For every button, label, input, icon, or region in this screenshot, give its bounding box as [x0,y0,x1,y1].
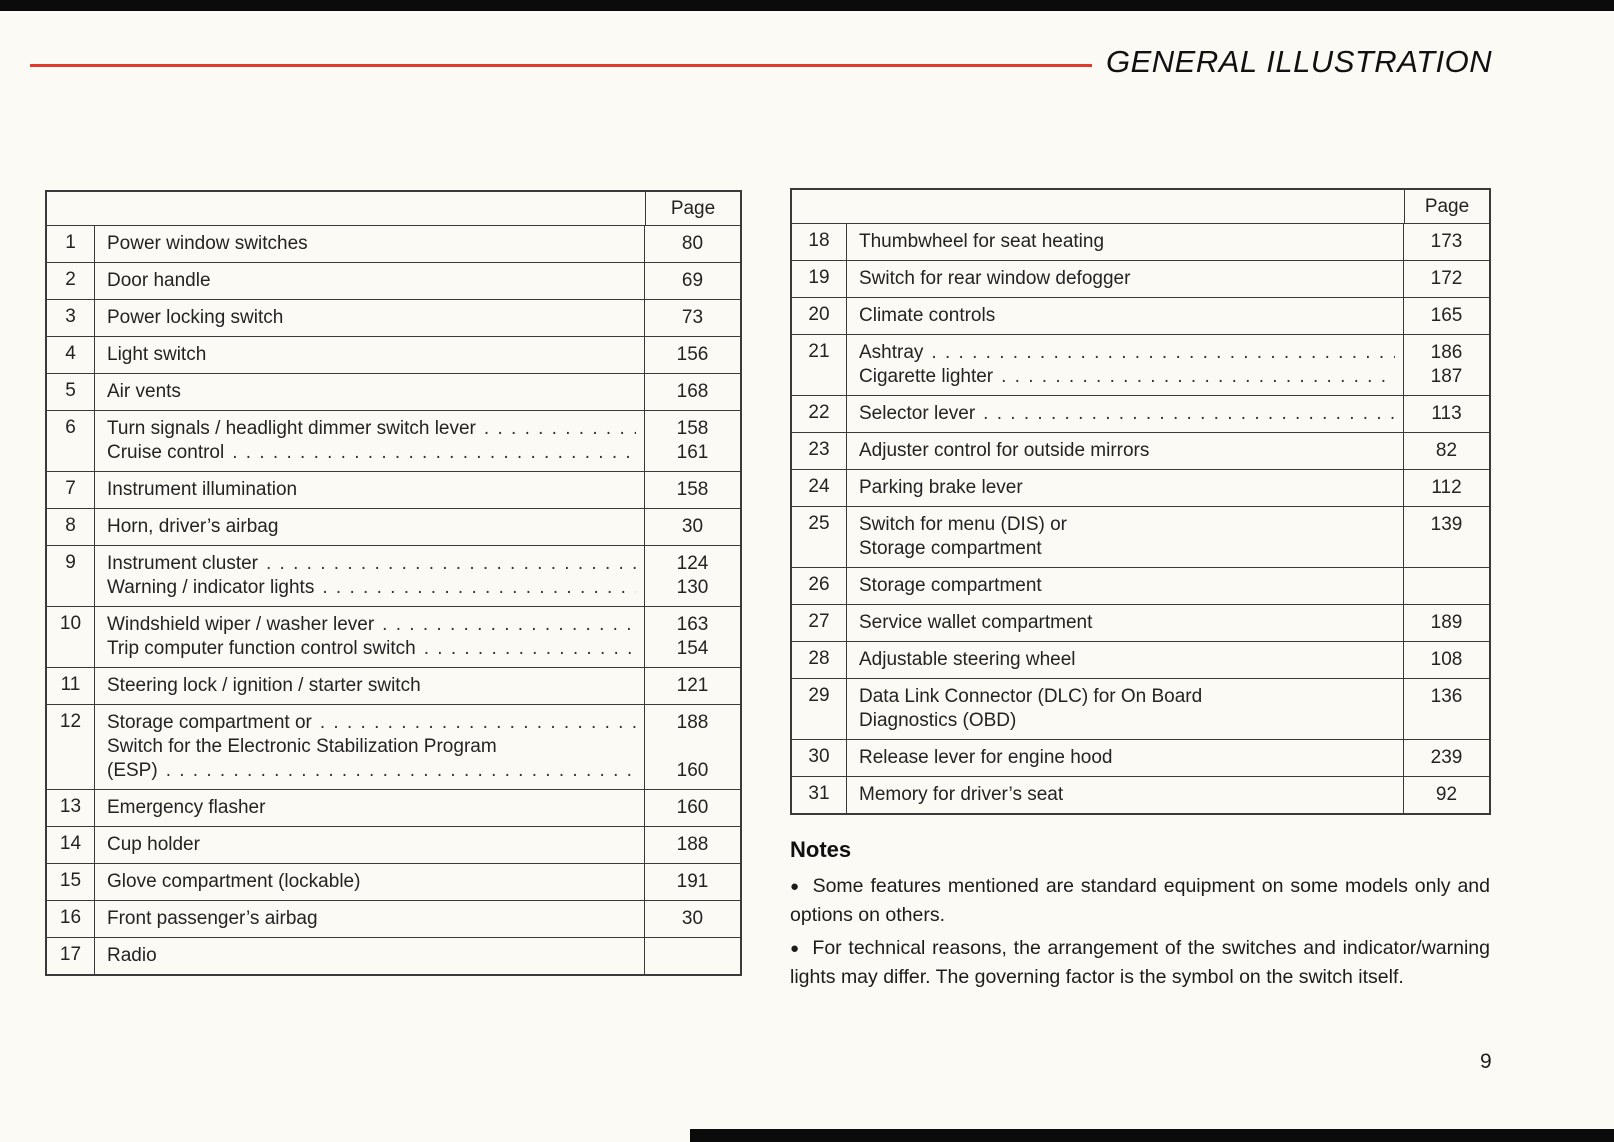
item-description [847,568,1404,604]
table-row [792,739,1489,776]
parts-table-left [45,190,742,976]
page-title: GENERAL ILLUSTRATION [1106,44,1493,79]
table-row [47,789,740,826]
table-row [47,299,740,336]
notes-heading: Notes [790,837,852,862]
table-row [792,334,1489,395]
item-page [645,411,740,471]
item-text: Storage compartment [859,538,1042,559]
page-value [647,735,738,759]
item-number: 20 [792,298,847,334]
item-description [95,226,645,262]
dot-leader [983,402,1395,426]
header-rule [30,64,1092,67]
item-text: Storage compartment or [107,712,312,733]
page-value: 158 [676,479,709,500]
item-description [847,507,1404,567]
item-description [847,396,1404,432]
item-page [645,790,740,826]
page-value: 30 [681,908,704,929]
page-number: 9 [1480,1050,1492,1073]
item-text: Windshield wiper / washer lever [107,614,375,635]
item-page [645,509,740,545]
item-text: Turn signals / headlight dimmer switch lever [107,418,476,439]
item-text: Steering lock / ignition / starter switch [107,675,421,696]
item-text: Power locking switch [107,307,284,328]
table-row [792,260,1489,297]
item-number: 9 [47,546,95,606]
page-value: 80 [681,233,704,254]
item-page [1404,740,1489,776]
scan-border-bottom [690,1129,1614,1142]
item-number: 6 [47,411,95,471]
item-page [645,607,740,667]
page-value: 161 [676,442,709,463]
item-text: Glove compartment (lockable) [107,871,361,892]
item-text: Memory for driver’s seat [859,784,1064,805]
item-description [847,605,1404,641]
page-value: 124 [676,553,709,574]
item-page [645,300,740,336]
page-value: 158 [676,418,709,439]
item-text: Warning / indicator lights [107,577,315,598]
page-value: 191 [676,871,709,892]
item-text: Light switch [107,344,207,365]
page-value: 156 [676,344,709,365]
page-value: 82 [1435,440,1458,461]
item-page [645,337,740,373]
item-text: Cruise control [107,442,225,463]
item-page [645,472,740,508]
item-page [645,901,740,937]
page-value: 168 [676,381,709,402]
item-text: Cup holder [107,834,200,855]
item-number: 18 [792,224,847,260]
item-text: Radio [107,945,157,966]
table-row [792,432,1489,469]
page-value: 239 [1430,747,1463,768]
item-number: 22 [792,396,847,432]
page-value: 121 [676,675,709,696]
dot-leader [931,341,1395,365]
dot-leader [1001,365,1395,389]
table-row [47,704,740,789]
item-number: 10 [47,607,95,667]
item-page [645,827,740,863]
table-row [792,297,1489,334]
dot-leader [232,441,636,465]
item-number: 7 [47,472,95,508]
table-row [792,604,1489,641]
item-description [95,864,645,900]
item-description [847,335,1404,395]
page-value: 186 [1430,342,1463,363]
table-row [47,225,740,262]
item-page [1404,605,1489,641]
table-row [47,667,740,704]
item-text: Power window switches [107,233,308,254]
item-page [1404,261,1489,297]
page-value: 173 [1430,231,1463,252]
item-text: (ESP) [107,760,158,781]
table-row [792,567,1489,604]
notes-section [790,837,1490,991]
item-description [847,224,1404,260]
table-row [47,373,740,410]
page-column-header: Page [1404,190,1489,223]
page-value: 73 [681,307,704,328]
item-number: 11 [47,668,95,704]
bullet-icon: ● [790,878,801,895]
item-text: Switch for menu (DIS) or [859,514,1067,535]
page-value: 189 [1430,612,1463,633]
item-page [1404,335,1489,395]
item-text: Front passenger’s airbag [107,908,318,929]
item-text: Data Link Connector (DLC) for On Board [859,686,1203,707]
item-page [645,705,740,789]
item-description [95,263,645,299]
note-text: Some features mentioned are standard equipment on some models only and options on others. [790,875,1490,926]
item-number: 15 [47,864,95,900]
item-number: 14 [47,827,95,863]
page-value: 160 [676,760,709,781]
item-description [95,827,645,863]
item-text: Climate controls [859,305,996,326]
item-text: Instrument cluster [107,553,258,574]
item-number: 5 [47,374,95,410]
page-value: 188 [676,712,709,733]
item-number: 29 [792,679,847,739]
item-page [1404,433,1489,469]
item-text: Instrument illumination [107,479,298,500]
item-number: 1 [47,226,95,262]
table-row [792,776,1489,813]
item-text: Thumbwheel for seat heating [859,231,1105,252]
table-row [47,508,740,545]
dot-leader [166,759,636,783]
page-value: 130 [676,577,709,598]
table-row [792,678,1489,739]
item-number: 17 [47,938,95,974]
item-number: 16 [47,901,95,937]
item-description [847,740,1404,776]
item-description [95,546,645,606]
item-description [847,261,1404,297]
right-column [790,188,1491,997]
page-value: 92 [1435,784,1458,805]
header-spacer [47,192,645,225]
item-text: Adjuster control for outside mirrors [859,440,1150,461]
item-text: Diagnostics (OBD) [859,710,1017,731]
item-description [847,679,1404,739]
left-column [45,190,742,976]
page-column-header: Page [645,192,740,225]
item-number: 28 [792,642,847,678]
table-row [47,336,740,373]
page-value: 165 [1430,305,1463,326]
item-text: Switch for the Electronic Stabilization Program [107,736,497,757]
page-value: 30 [681,516,704,537]
item-page [645,263,740,299]
table-row [47,900,740,937]
item-text: Trip computer function control switch [107,638,416,659]
item-number: 25 [792,507,847,567]
item-number: 2 [47,263,95,299]
note-item [790,935,1490,991]
item-page [1404,224,1489,260]
item-page [1404,507,1489,567]
item-description [847,470,1404,506]
item-description [95,938,645,974]
item-number: 8 [47,509,95,545]
page-value [1406,709,1487,733]
table-row [792,395,1489,432]
dot-leader [382,613,636,637]
table-row [792,469,1489,506]
page-value: 136 [1430,686,1463,707]
page-value: 154 [676,638,709,659]
table-row [47,826,740,863]
item-text: Parking brake lever [859,477,1023,498]
item-description [847,642,1404,678]
note-text: For technical reasons, the arrangement of the switches and indicator/warning lights may differ. The governing factor is the symbol on the switch itself. [790,937,1490,988]
table-header-row [792,190,1489,223]
page-value [647,944,738,968]
item-text: Air vents [107,381,181,402]
item-text: Service wallet compartment [859,612,1093,633]
item-description [95,901,645,937]
dot-leader [424,637,636,661]
item-text: Selector lever [859,403,976,424]
item-page [645,668,740,704]
item-number: 12 [47,705,95,789]
table-row [792,641,1489,678]
item-page [645,374,740,410]
item-page [1404,679,1489,739]
item-description [95,607,645,667]
table-row [792,506,1489,567]
item-number: 4 [47,337,95,373]
dot-leader [484,417,636,441]
item-page [645,938,740,974]
note-item [790,873,1490,929]
item-text: Emergency flasher [107,797,266,818]
page-value: 187 [1430,366,1463,387]
table-row [47,606,740,667]
table-row [47,863,740,900]
page-value: 163 [676,614,709,635]
item-text: Cigarette lighter [859,366,994,387]
item-page [645,546,740,606]
item-page [1404,777,1489,813]
item-description [95,374,645,410]
item-text: Ashtray [859,342,924,363]
dot-leader [266,552,636,576]
page-value: 69 [681,270,704,291]
item-page [645,864,740,900]
table-row [47,262,740,299]
table-row [47,937,740,974]
item-number: 3 [47,300,95,336]
dot-leader [322,576,636,600]
item-description [95,790,645,826]
page-value: 112 [1431,477,1462,498]
item-description [95,668,645,704]
table-row [792,223,1489,260]
table-row [47,545,740,606]
item-number: 19 [792,261,847,297]
item-text: Door handle [107,270,211,291]
item-text: Adjustable steering wheel [859,649,1076,670]
item-description [95,705,645,789]
item-number: 30 [792,740,847,776]
item-page [1404,298,1489,334]
item-description [847,777,1404,813]
item-text: Switch for rear window defogger [859,268,1131,289]
page-value: 172 [1430,268,1463,289]
item-page [1404,642,1489,678]
item-text: Storage compartment [859,575,1042,596]
item-description [95,411,645,471]
item-number: 13 [47,790,95,826]
item-description [847,433,1404,469]
header-spacer [792,190,1404,223]
item-description [95,337,645,373]
page-value: 108 [1430,649,1463,670]
item-number: 27 [792,605,847,641]
item-description [95,472,645,508]
dot-leader [320,711,636,735]
parts-table-right [790,188,1491,815]
item-number: 21 [792,335,847,395]
page-value: 139 [1430,514,1463,535]
page-value: 160 [676,797,709,818]
item-text: Release lever for engine hood [859,747,1113,768]
item-text: Horn, driver’s airbag [107,516,279,537]
item-page [1404,470,1489,506]
item-page [1404,568,1489,604]
scan-border-top [0,0,1614,11]
item-page [645,226,740,262]
table-header-row [47,192,740,225]
item-description [95,509,645,545]
page-value [1406,574,1487,598]
page-value: 113 [1431,403,1462,424]
item-number: 24 [792,470,847,506]
page-value [1406,537,1487,561]
item-number: 31 [792,777,847,813]
item-number: 26 [792,568,847,604]
table-row [47,410,740,471]
page-value: 188 [676,834,709,855]
item-description [95,300,645,336]
item-page [1404,396,1489,432]
item-number: 23 [792,433,847,469]
item-description [847,298,1404,334]
table-row [47,471,740,508]
bullet-icon: ● [790,940,801,957]
